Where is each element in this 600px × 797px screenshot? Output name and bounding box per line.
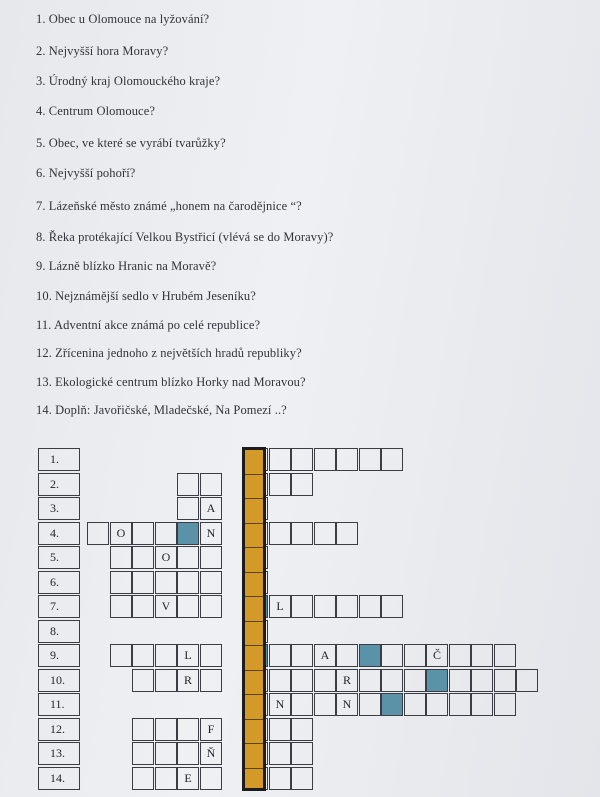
crossword-cell[interactable]	[381, 644, 403, 667]
crossword-cell-letter[interactable]: N	[269, 693, 291, 716]
solution-column-divider	[245, 621, 263, 622]
row-number-14: 14.	[38, 767, 80, 790]
crossword-cell[interactable]	[132, 546, 154, 569]
crossword-cell[interactable]	[494, 669, 516, 692]
crossword-cell[interactable]	[132, 595, 154, 618]
row-number-10: 10.	[38, 669, 80, 692]
crossword-cell-letter[interactable]: Ň	[200, 742, 222, 765]
crossword-cell-letter[interactable]: L	[177, 644, 199, 667]
crossword-cell-letter[interactable]: R	[336, 669, 358, 692]
crossword-cell[interactable]	[87, 522, 109, 545]
question-5: 5. Obec, ve které se vyrábí tvarůžky?	[36, 136, 226, 150]
crossword-cell[interactable]	[110, 546, 132, 569]
question-1: 1. Obec u Olomouce na lyžování?	[36, 12, 210, 26]
crossword-cell[interactable]	[336, 522, 358, 545]
crossword-cell[interactable]	[426, 669, 448, 692]
crossword-cell[interactable]	[155, 644, 177, 667]
crossword-cell-letter[interactable]: E	[177, 767, 199, 790]
crossword-cell[interactable]	[336, 448, 358, 471]
question-3: 3. Úrodný kraj Olomouckého kraje?	[36, 74, 221, 88]
crossword-cell[interactable]	[177, 497, 199, 520]
crossword-cell[interactable]	[471, 693, 493, 716]
crossword-cell[interactable]	[359, 644, 381, 667]
crossword-cell[interactable]	[471, 644, 493, 667]
crossword-cell[interactable]	[132, 718, 154, 741]
crossword-cell[interactable]	[200, 595, 222, 618]
crossword-cell[interactable]	[381, 693, 403, 716]
crossword-cell[interactable]	[426, 693, 448, 716]
crossword-cell-letter[interactable]: V	[155, 595, 177, 618]
question-4: 4. Centrum Olomouce?	[36, 104, 155, 118]
question-14: 14. Doplň: Javořičské, Mladečské, Na Pomezí ..?	[36, 403, 287, 417]
crossword-cell[interactable]	[155, 767, 177, 790]
crossword-cell[interactable]	[200, 669, 222, 692]
crossword-cell[interactable]	[155, 522, 177, 545]
row-number-11: 11.	[38, 693, 80, 716]
crossword-cell[interactable]	[336, 595, 358, 618]
question-8: 8. Řeka protékající Velkou Bystřicí (vlévá se do Moravy)?	[36, 230, 334, 244]
crossword-cell[interactable]	[132, 767, 154, 790]
crossword-cell[interactable]	[494, 693, 516, 716]
crossword-cell[interactable]	[291, 595, 313, 618]
crossword-cell[interactable]	[291, 669, 313, 692]
crossword-cell[interactable]	[177, 571, 199, 594]
solution-column-divider	[245, 498, 263, 499]
crossword-cell[interactable]	[314, 522, 336, 545]
solution-column-divider	[245, 743, 263, 744]
crossword-cell[interactable]	[132, 644, 154, 667]
crossword-cell[interactable]	[359, 595, 381, 618]
crossword-cell[interactable]	[291, 473, 313, 496]
row-number-12: 12.	[38, 718, 80, 741]
solution-column-divider	[245, 596, 263, 597]
row-number-3: 3.	[38, 497, 80, 520]
crossword-cell[interactable]	[269, 767, 291, 790]
crossword-cell-letter[interactable]: N	[336, 693, 358, 716]
crossword-cell[interactable]	[381, 669, 403, 692]
crossword-cell[interactable]	[155, 669, 177, 692]
question-2: 2. Nejvyšší hora Moravy?	[36, 44, 169, 58]
crossword-cell[interactable]	[269, 522, 291, 545]
crossword-cell[interactable]	[155, 742, 177, 765]
crossword-cell-letter[interactable]: A	[314, 644, 336, 667]
crossword-cell[interactable]	[269, 644, 291, 667]
crossword-cell[interactable]	[177, 742, 199, 765]
crossword-cell[interactable]	[200, 546, 222, 569]
question-11: 11. Adventní akce známá po celé republice?	[36, 318, 261, 332]
crossword-cell[interactable]	[132, 522, 154, 545]
row-number-6: 6.	[38, 571, 80, 594]
crossword-cell[interactable]	[381, 595, 403, 618]
crossword-cell[interactable]	[269, 669, 291, 692]
row-number-4: 4.	[38, 522, 80, 545]
solution-column-divider	[245, 547, 263, 548]
crossword-cell-letter[interactable]: N	[200, 522, 222, 545]
crossword-cell[interactable]	[291, 718, 313, 741]
solution-column-divider	[245, 670, 263, 671]
crossword-cell[interactable]	[291, 522, 313, 545]
solution-column	[242, 447, 266, 791]
row-number-7: 7.	[38, 595, 80, 618]
crossword-cell[interactable]	[110, 571, 132, 594]
solution-column-divider	[245, 523, 263, 524]
row-number-13: 13.	[38, 742, 80, 765]
crossword-cell-letter[interactable]: O	[155, 546, 177, 569]
crossword-cell[interactable]	[449, 669, 471, 692]
crossword-cell[interactable]	[200, 473, 222, 496]
crossword-cell[interactable]	[291, 644, 313, 667]
crossword-cell[interactable]	[291, 742, 313, 765]
crossword-cell[interactable]	[110, 595, 132, 618]
solution-column-divider	[245, 645, 263, 646]
row-number-2: 2.	[38, 473, 80, 496]
crossword-cell[interactable]	[155, 571, 177, 594]
crossword-cell[interactable]	[404, 644, 426, 667]
crossword-cell[interactable]	[110, 644, 132, 667]
crossword-cell[interactable]	[177, 546, 199, 569]
solution-column-divider	[245, 694, 263, 695]
question-13: 13. Ekologické centrum blízko Horky nad Moravou?	[36, 375, 306, 389]
crossword-cell-letter[interactable]: L	[269, 595, 291, 618]
crossword-cell-letter[interactable]: Č	[426, 644, 448, 667]
solution-column-divider	[245, 768, 263, 769]
crossword-cell-letter[interactable]: F	[200, 718, 222, 741]
crossword-cell[interactable]	[269, 718, 291, 741]
crossword-cell[interactable]	[269, 742, 291, 765]
question-6: 6. Nejvyšší pohoří?	[36, 166, 136, 180]
crossword-cell[interactable]	[314, 448, 336, 471]
question-12: 12. Zřícenina jednoho z největších hradů republiky?	[36, 346, 302, 360]
crossword-cell[interactable]	[449, 693, 471, 716]
crossword-cell[interactable]	[404, 669, 426, 692]
crossword-cell[interactable]	[359, 693, 381, 716]
solution-column-divider	[245, 474, 263, 475]
crossword-cell[interactable]	[516, 669, 538, 692]
crossword-cell[interactable]	[314, 693, 336, 716]
crossword-cell[interactable]	[132, 669, 154, 692]
question-9: 9. Lázně blízko Hranic na Moravě?	[36, 259, 217, 273]
crossword-cell[interactable]	[314, 669, 336, 692]
crossword-cell[interactable]	[155, 718, 177, 741]
crossword-cell[interactable]	[291, 693, 313, 716]
crossword-cell[interactable]	[177, 595, 199, 618]
crossword-cell-letter[interactable]: A	[200, 497, 222, 520]
question-7: 7. Lázeňské město známé „honem na čarodějnice “?	[36, 199, 302, 213]
solution-column-divider	[245, 572, 263, 573]
crossword-cell[interactable]	[269, 448, 291, 471]
crossword-cell[interactable]	[494, 644, 516, 667]
row-number-8: 8.	[38, 620, 80, 643]
crossword-cell[interactable]	[200, 571, 222, 594]
row-number-5: 5.	[38, 546, 80, 569]
crossword-cell[interactable]	[471, 669, 493, 692]
row-number-1: 1.	[38, 448, 80, 471]
question-10: 10. Nejznámější sedlo v Hrubém Jeseníku?	[36, 289, 256, 303]
crossword-cell[interactable]	[291, 448, 313, 471]
row-number-9: 9.	[38, 644, 80, 667]
crossword-cell[interactable]	[200, 767, 222, 790]
crossword-cell-letter[interactable]: O	[110, 522, 132, 545]
crossword-cell[interactable]	[200, 644, 222, 667]
crossword-cell[interactable]	[269, 473, 291, 496]
solution-column-divider	[245, 719, 263, 720]
crossword-cell[interactable]	[314, 595, 336, 618]
crossword-cell[interactable]	[132, 742, 154, 765]
crossword-cell[interactable]	[336, 644, 358, 667]
crossword-cell[interactable]	[177, 522, 199, 545]
crossword-cell[interactable]	[291, 767, 313, 790]
crossword-cell-letter[interactable]: R	[177, 669, 199, 692]
crossword-cell[interactable]	[381, 448, 403, 471]
crossword-cell[interactable]	[404, 693, 426, 716]
crossword-cell[interactable]	[449, 644, 471, 667]
crossword-cell[interactable]	[359, 448, 381, 471]
crossword-cell[interactable]	[177, 718, 199, 741]
crossword-cell[interactable]	[132, 571, 154, 594]
crossword-cell[interactable]	[359, 669, 381, 692]
crossword-cell[interactable]	[177, 473, 199, 496]
